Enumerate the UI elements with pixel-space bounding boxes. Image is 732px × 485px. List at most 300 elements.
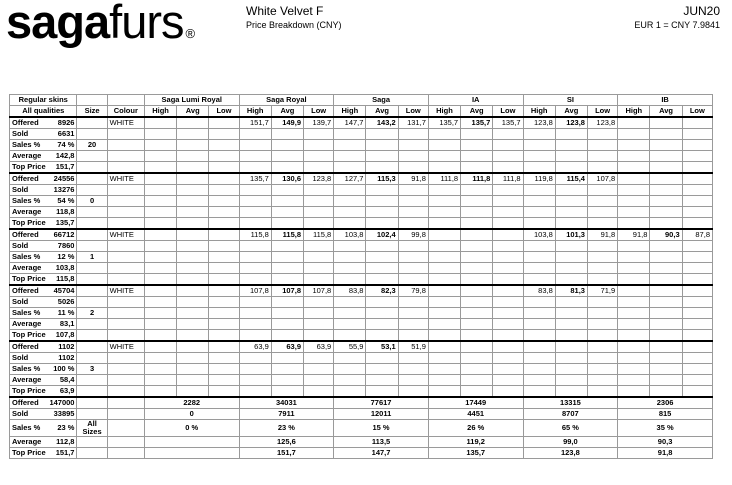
price-cell — [682, 353, 712, 364]
price-cell: 81,3 — [555, 285, 587, 297]
price-cell — [682, 117, 712, 129]
price-cell — [144, 129, 176, 140]
row-stat-value: 103,8 — [55, 263, 75, 272]
price-cell — [682, 308, 712, 319]
total-group-cell: 13315 — [523, 397, 618, 409]
row-stat-cell — [10, 185, 77, 196]
table-row — [10, 173, 713, 185]
price-cell — [493, 375, 523, 386]
price-cell — [209, 117, 239, 129]
table-row — [10, 375, 713, 386]
price-cell — [304, 375, 334, 386]
price-cell — [144, 196, 176, 207]
price-cell — [398, 319, 428, 330]
row-stat-cell — [10, 252, 77, 263]
price-cell — [650, 386, 682, 398]
price-cell — [334, 263, 366, 274]
price-cell — [555, 330, 587, 342]
price-cell — [618, 241, 650, 252]
price-cell — [493, 285, 523, 297]
total-group-cell: 2306 — [618, 397, 713, 409]
price-cell — [555, 252, 587, 263]
price-cell — [177, 353, 209, 364]
price-cell — [144, 330, 176, 342]
header-colour: Colour — [107, 106, 144, 118]
price-cell — [618, 185, 650, 196]
price-cell — [366, 241, 398, 252]
price-cell — [650, 353, 682, 364]
row-stat-value: 118,8 — [56, 207, 75, 216]
price-cell — [493, 330, 523, 342]
price-cell — [461, 218, 493, 230]
colour-cell — [107, 263, 144, 274]
price-cell — [682, 185, 712, 196]
price-cell — [650, 308, 682, 319]
price-cell — [555, 241, 587, 252]
price-cell — [177, 162, 209, 174]
price-cell — [587, 218, 617, 230]
price-cell — [493, 386, 523, 398]
price-cell — [618, 386, 650, 398]
price-cell — [555, 263, 587, 274]
price-cell — [239, 162, 271, 174]
row-stat-cell — [10, 297, 77, 308]
colour-cell — [107, 437, 144, 448]
price-cell: 111,8 — [428, 173, 460, 185]
price-cell — [209, 297, 239, 308]
report-subtitle: Price Breakdown (CNY) — [246, 20, 342, 30]
size-cell — [77, 397, 107, 409]
row-stat-value: 58,4 — [59, 375, 75, 384]
price-cell — [587, 319, 617, 330]
header-sub-2-0: High — [334, 106, 366, 118]
price-cell: 135,7 — [428, 117, 460, 129]
total-stat-cell — [10, 409, 77, 420]
price-cell — [334, 364, 366, 375]
header-sub-0-1: Avg — [177, 106, 209, 118]
price-cell — [618, 151, 650, 162]
price-cell — [682, 151, 712, 162]
price-cell — [209, 252, 239, 263]
header-sub-0-0: High — [144, 106, 176, 118]
price-cell — [366, 330, 398, 342]
price-cell — [523, 252, 555, 263]
row-stat-cell — [10, 386, 77, 398]
price-cell — [366, 252, 398, 263]
total-group-cell: 99,0 — [523, 437, 618, 448]
colour-cell — [107, 375, 144, 386]
header-sub-1-2: Low — [304, 106, 334, 118]
price-cell — [304, 297, 334, 308]
registered-mark: ® — [185, 26, 195, 42]
price-cell — [209, 308, 239, 319]
price-cell — [304, 319, 334, 330]
header-row-groups — [10, 95, 713, 106]
price-cell — [428, 297, 460, 308]
price-cell — [461, 319, 493, 330]
price-cell — [461, 196, 493, 207]
price-cell: 115,3 — [366, 173, 398, 185]
price-cell — [650, 375, 682, 386]
price-cell — [366, 353, 398, 364]
price-cell: 135,7 — [239, 173, 271, 185]
size-cell — [77, 319, 107, 330]
price-cell — [144, 162, 176, 174]
price-cell — [461, 140, 493, 151]
price-cell — [177, 185, 209, 196]
price-cell: 123,8 — [587, 117, 617, 129]
total-group-cell: 2282 — [144, 397, 239, 409]
table-row — [10, 341, 713, 353]
price-cell — [398, 207, 428, 218]
price-cell — [555, 341, 587, 353]
total-stat-value: 33895 — [53, 409, 75, 418]
price-cell — [271, 196, 303, 207]
row-label: Sold — [12, 185, 29, 194]
row-label: Average — [12, 375, 42, 384]
price-cell — [334, 386, 366, 398]
price-cell — [304, 196, 334, 207]
header-sub-5-1: Avg — [650, 106, 682, 118]
total-stat-cell — [10, 420, 77, 437]
price-cell — [177, 252, 209, 263]
size-cell — [77, 173, 107, 185]
table-row — [10, 185, 713, 196]
price-cell — [209, 196, 239, 207]
price-cell — [209, 386, 239, 398]
price-cell — [271, 263, 303, 274]
price-cell — [428, 285, 460, 297]
price-cell — [523, 308, 555, 319]
colour-cell: WHITE — [107, 229, 144, 241]
header-sub-1-0: High — [239, 106, 271, 118]
price-cell — [650, 319, 682, 330]
price-cell — [177, 297, 209, 308]
price-cell: 107,8 — [587, 173, 617, 185]
colour-cell — [107, 162, 144, 174]
price-cell — [271, 162, 303, 174]
price-cell — [398, 297, 428, 308]
price-cell — [144, 285, 176, 297]
price-cell — [493, 162, 523, 174]
price-cell — [428, 263, 460, 274]
row-stat-value: 8926 — [57, 118, 75, 127]
row-stat-value: 63,9 — [59, 386, 75, 395]
total-group-cell: 151,7 — [239, 448, 334, 459]
price-cell — [587, 297, 617, 308]
price-cell — [682, 140, 712, 151]
price-cell — [177, 263, 209, 274]
row-label: Sold — [12, 241, 29, 250]
table-row — [10, 297, 713, 308]
row-stat-value: 100 % — [53, 364, 75, 373]
row-label: Average — [12, 319, 42, 328]
header-group-4: SI — [523, 95, 618, 106]
price-cell — [177, 117, 209, 129]
price-cell — [618, 364, 650, 375]
price-cell — [555, 308, 587, 319]
price-cell — [493, 274, 523, 286]
header-sub-2-1: Avg — [366, 106, 398, 118]
price-cell — [650, 252, 682, 263]
price-cell — [650, 241, 682, 252]
price-cell — [144, 386, 176, 398]
price-cell — [428, 241, 460, 252]
price-cell — [398, 308, 428, 319]
price-cell — [177, 218, 209, 230]
price-cell — [398, 386, 428, 398]
price-cell — [523, 353, 555, 364]
row-label: Offered — [12, 398, 39, 407]
price-cell — [461, 330, 493, 342]
total-group-cell: 17449 — [428, 397, 523, 409]
size-cell — [77, 409, 107, 420]
total-group-cell: 34031 — [239, 397, 334, 409]
header-sub-3-2: Low — [493, 106, 523, 118]
price-cell — [523, 151, 555, 162]
total-stat-value: 23 % — [57, 423, 75, 432]
total-group-cell: 113,5 — [334, 437, 429, 448]
price-cell — [334, 140, 366, 151]
price-cell: 63,9 — [304, 341, 334, 353]
price-cell — [587, 129, 617, 140]
table-row — [10, 151, 713, 162]
size-cell — [77, 129, 107, 140]
price-cell — [523, 274, 555, 286]
price-cell — [177, 274, 209, 286]
price-cell — [618, 319, 650, 330]
price-cell — [428, 185, 460, 196]
price-cell: 101,3 — [555, 229, 587, 241]
size-cell — [77, 263, 107, 274]
header-all-qualities: All qualities — [10, 106, 77, 118]
price-cell: 99,8 — [398, 229, 428, 241]
price-cell — [239, 196, 271, 207]
price-cell — [398, 263, 428, 274]
price-cell — [271, 140, 303, 151]
header-sub-5-0: High — [618, 106, 650, 118]
size-cell — [77, 117, 107, 129]
all-label: All — [87, 419, 97, 428]
price-cell — [177, 196, 209, 207]
row-label: Offered — [12, 342, 39, 351]
price-cell — [555, 319, 587, 330]
price-cell — [523, 241, 555, 252]
price-cell — [271, 330, 303, 342]
price-cell — [304, 241, 334, 252]
colour-cell — [107, 330, 144, 342]
price-cell — [209, 151, 239, 162]
price-cell — [144, 207, 176, 218]
colour-cell — [107, 420, 144, 437]
price-cell — [555, 218, 587, 230]
price-cell — [366, 185, 398, 196]
price-cell — [398, 252, 428, 263]
price-breakdown-table — [9, 94, 713, 459]
row-stat-cell — [10, 207, 77, 218]
price-cell — [334, 207, 366, 218]
header-sub-4-1: Avg — [555, 106, 587, 118]
row-stat-value: 135,7 — [55, 218, 75, 227]
price-cell — [177, 375, 209, 386]
price-cell — [428, 162, 460, 174]
price-cell — [144, 308, 176, 319]
table-row — [10, 274, 713, 286]
size-cell — [77, 229, 107, 241]
table-row — [10, 319, 713, 330]
row-stat-value: 6631 — [57, 129, 75, 138]
price-cell: 71,9 — [587, 285, 617, 297]
price-cell: 82,3 — [366, 285, 398, 297]
row-label: Average — [12, 207, 42, 216]
header-sub-3-0: High — [428, 106, 460, 118]
price-cell — [144, 241, 176, 252]
price-cell: 63,9 — [271, 341, 303, 353]
row-stat-cell — [10, 263, 77, 274]
colour-cell — [107, 274, 144, 286]
total-stat-cell — [10, 448, 77, 459]
price-cell: 103,8 — [523, 229, 555, 241]
price-cell — [144, 151, 176, 162]
colour-cell — [107, 241, 144, 252]
price-cell — [366, 274, 398, 286]
row-stat-value: 11 % — [57, 308, 75, 317]
table-row — [10, 129, 713, 140]
total-group-cell: 15 % — [334, 420, 429, 437]
sizes-label: Sizes — [82, 427, 102, 436]
colour-cell — [107, 196, 144, 207]
price-cell — [428, 375, 460, 386]
row-stat-cell — [10, 341, 77, 353]
total-group-cell: 123,8 — [523, 448, 618, 459]
price-cell — [493, 364, 523, 375]
price-cell — [493, 319, 523, 330]
row-stat-value: 45704 — [53, 286, 75, 295]
total-row — [10, 409, 713, 420]
price-cell — [493, 129, 523, 140]
total-group-cell: 135,7 — [428, 448, 523, 459]
price-cell — [618, 218, 650, 230]
header-sub-5-2: Low — [682, 106, 712, 118]
row-stat-value: 7860 — [57, 241, 75, 250]
row-stat-cell — [10, 330, 77, 342]
price-cell — [587, 252, 617, 263]
price-cell — [428, 129, 460, 140]
logo-main-text: saga — [6, 0, 110, 48]
price-cell — [144, 341, 176, 353]
price-cell — [461, 308, 493, 319]
price-cell — [523, 375, 555, 386]
price-cell — [461, 353, 493, 364]
price-cell — [271, 241, 303, 252]
row-label: Sold — [12, 409, 29, 418]
price-cell — [209, 218, 239, 230]
price-cell — [271, 274, 303, 286]
price-cell — [239, 386, 271, 398]
price-cell — [523, 297, 555, 308]
size-cell — [77, 207, 107, 218]
price-cell — [461, 207, 493, 218]
price-cell — [334, 308, 366, 319]
price-cell — [271, 297, 303, 308]
total-group-cell: 0 % — [144, 420, 239, 437]
price-cell — [555, 274, 587, 286]
size-cell — [77, 162, 107, 174]
row-stat-cell — [10, 353, 77, 364]
price-cell: 115,8 — [239, 229, 271, 241]
price-cell — [650, 162, 682, 174]
row-label: Top Price — [12, 386, 46, 395]
sagafurs-logo — [6, 0, 194, 49]
price-cell — [428, 140, 460, 151]
price-cell — [271, 308, 303, 319]
price-cell — [144, 319, 176, 330]
price-cell — [334, 375, 366, 386]
price-cell — [650, 364, 682, 375]
price-cell — [209, 341, 239, 353]
price-cell: 107,8 — [239, 285, 271, 297]
colour-cell — [107, 129, 144, 140]
price-cell — [366, 308, 398, 319]
price-cell — [555, 129, 587, 140]
colour-cell — [107, 397, 144, 409]
price-cell — [271, 353, 303, 364]
price-cell — [271, 218, 303, 230]
price-cell — [398, 196, 428, 207]
price-cell — [209, 375, 239, 386]
size-cell — [77, 241, 107, 252]
price-cell — [304, 218, 334, 230]
price-cell — [334, 151, 366, 162]
price-cell: 91,8 — [587, 229, 617, 241]
price-cell: 115,8 — [304, 229, 334, 241]
price-cell: 135,7 — [493, 117, 523, 129]
price-cell — [334, 330, 366, 342]
price-cell — [682, 386, 712, 398]
table-row — [10, 252, 713, 263]
price-cell — [587, 330, 617, 342]
size-cell: 1 — [77, 252, 107, 263]
price-cell — [144, 375, 176, 386]
price-cell — [239, 207, 271, 218]
header-group-0: Saga Lumi Royal — [144, 95, 239, 106]
row-label: Sales % — [12, 364, 41, 373]
price-cell — [209, 129, 239, 140]
price-cell: 127,7 — [334, 173, 366, 185]
table-row — [10, 117, 713, 129]
price-cell — [398, 330, 428, 342]
price-cell: 51,9 — [398, 341, 428, 353]
price-cell — [650, 117, 682, 129]
price-cell — [428, 319, 460, 330]
price-cell — [334, 241, 366, 252]
price-cell — [366, 162, 398, 174]
price-cell — [177, 140, 209, 151]
logo-rest-text: furs — [109, 0, 184, 48]
price-cell — [493, 140, 523, 151]
price-cell — [177, 364, 209, 375]
price-cell — [523, 162, 555, 174]
row-stat-cell — [10, 117, 77, 129]
price-cell — [461, 129, 493, 140]
price-cell — [523, 330, 555, 342]
price-cell — [304, 162, 334, 174]
price-cell — [555, 207, 587, 218]
price-cell — [304, 386, 334, 398]
price-cell — [304, 129, 334, 140]
price-cell — [523, 140, 555, 151]
price-cell — [650, 151, 682, 162]
